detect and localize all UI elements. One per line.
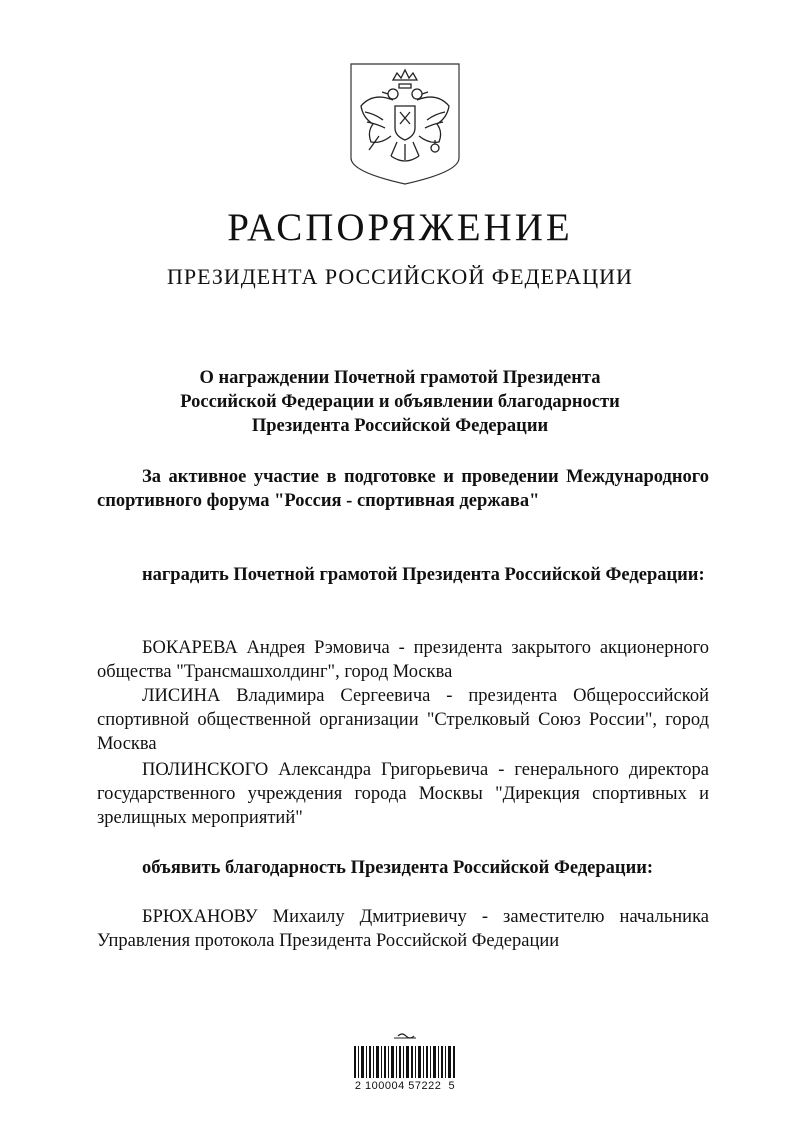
award-intro: наградить Почетной грамотой Президента Российской Федерации: — [142, 565, 705, 585]
thanked-bryukhanov: БРЮХАНОВУ Михаилу Дмитриевичу - заместителю начальника Управления протокола Президента Российской Федерации — [97, 907, 709, 951]
decree-heading — [100, 366, 700, 438]
preamble-paragraph: За активное участие в подготовке и проведении Международного спортивного форума "Россия - спортивная держава" — [97, 467, 709, 511]
heading-line: Российской Федерации и объявлении благодарности — [180, 392, 620, 412]
barcode-number: 2 100004 57222 5 — [354, 1080, 456, 1092]
heading-line: О награждении Почетной грамотой Президента — [199, 368, 601, 388]
heading-line: Президента Российской Федерации — [251, 416, 549, 436]
russian-coat-of-arms-icon — [349, 62, 461, 186]
awardee-polinsky: ПОЛИНСКОГО Александра Григорьевича - генерального директора государственного учреждения города Москвы "Дирекция спортивных и зрелищных мероприятий" — [97, 760, 709, 828]
document-subtitle: ПРЕЗИДЕНТА РОССИЙСКОЙ ФЕДЕРАЦИИ — [167, 264, 633, 289]
barcode-icon — [350, 1028, 460, 1108]
document-title: РАСПОРЯЖЕНИЕ — [227, 206, 573, 249]
thanks-intro: объявить благодарность Президента Российской Федерации: — [142, 858, 654, 878]
awardee-bokarev: БОКАРЕВА Андрея Рэмовича - президента закрытого акционерного общества "Трансмашхолдинг", город Москва — [97, 638, 709, 682]
awardee-lisin: ЛИСИНА Владимира Сергеевича - президента Общероссийской спортивной общественной организации "Стрелковый Союз России", город Москва — [97, 686, 709, 754]
